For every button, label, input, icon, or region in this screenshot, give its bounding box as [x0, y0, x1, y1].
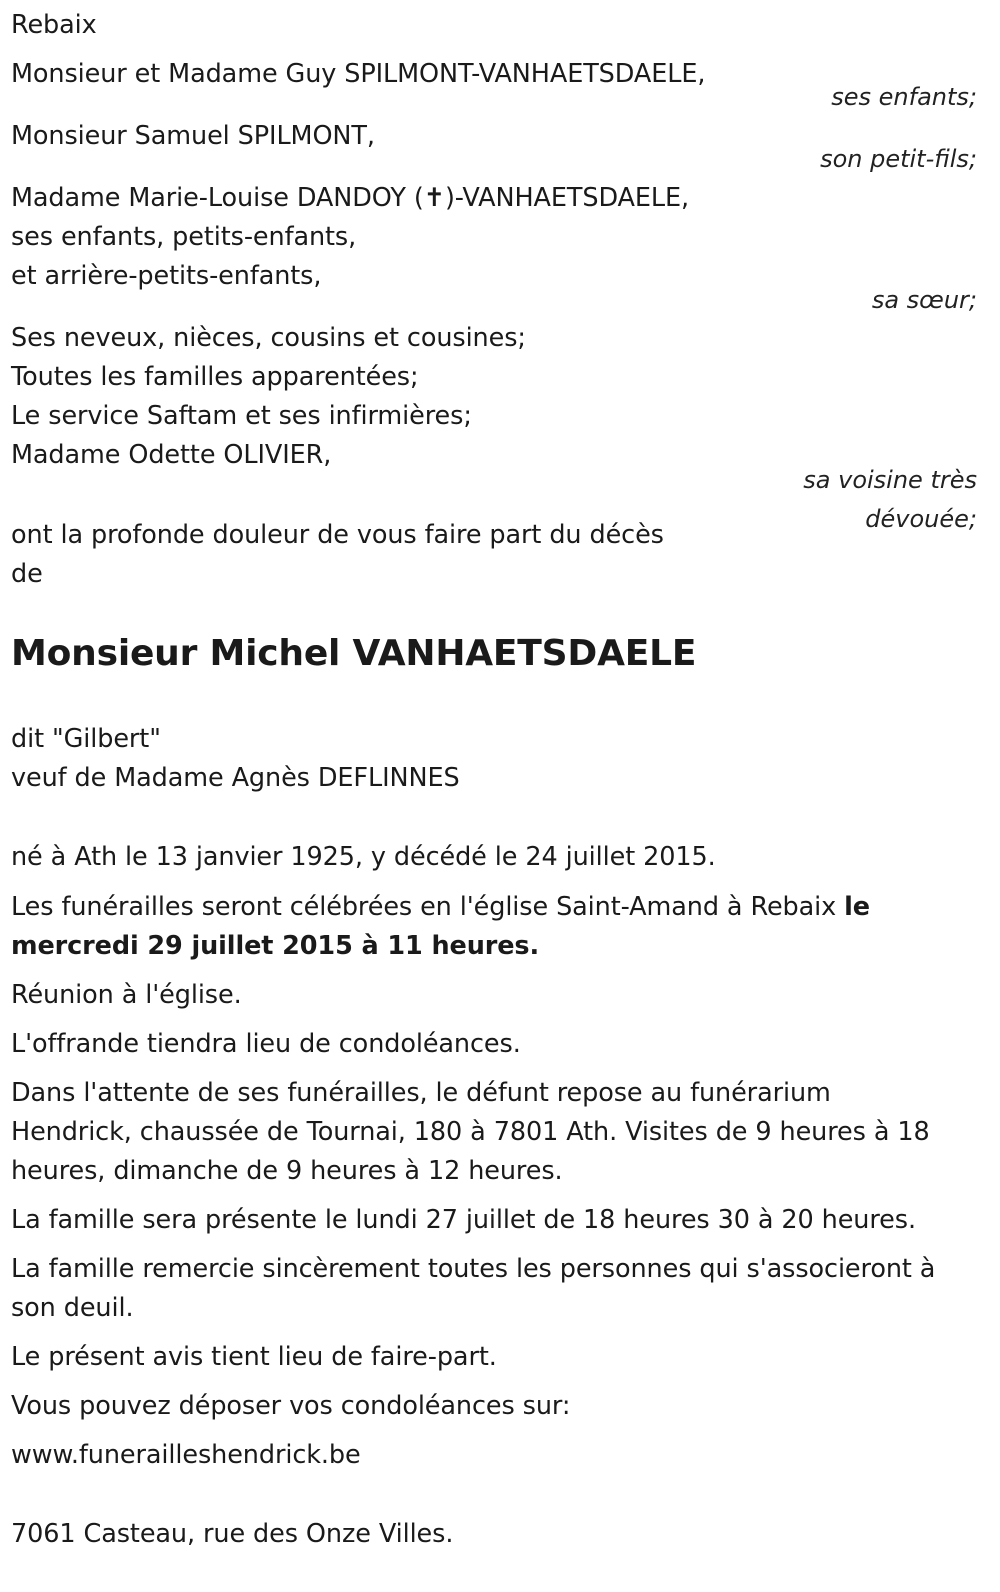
offering-line: L'offrande tiendra lieu de condoléances.: [11, 1029, 521, 1059]
funeral-info: [11, 888, 870, 927]
nickname: dit "Gilbert": [11, 724, 161, 754]
relation-label: sa sœur;: [871, 286, 977, 314]
family-line: Madame Odette OLIVIER,: [11, 440, 332, 470]
notice-line: Le présent avis tient lieu de faire-part.: [11, 1342, 497, 1372]
family-line: Monsieur et Madame Guy SPILMONT-VANHAETSDAELE,: [11, 59, 706, 89]
rest-line: Hendrick, chaussée de Tournai, 180 à 7801 Ath. Visites de 9 heures à 18: [11, 1117, 930, 1147]
website-link[interactable]: www.funerailleshendrick.be: [11, 1440, 361, 1470]
thanks-line: son deuil.: [11, 1293, 134, 1323]
reunion-line: Réunion à l'église.: [11, 980, 242, 1010]
relation-label: ses enfants;: [831, 83, 977, 111]
relation-label: sa voisine très: [803, 466, 977, 494]
funeral-text: Les funérailles seront célébrées en l'église Saint-Amand à Rebaix: [11, 892, 845, 922]
family-line: ses enfants, petits-enfants,: [11, 222, 357, 252]
family-line: et arrière-petits-enfants,: [11, 261, 322, 291]
rest-line: heures, dimanche de 9 heures à 12 heures.: [11, 1156, 563, 1186]
funeral-date-bold: le: [844, 892, 870, 922]
family-line: Monsieur Samuel SPILMONT,: [11, 121, 375, 151]
rest-line: Dans l'attente de ses funérailles, le défunt repose au funérarium: [11, 1078, 831, 1108]
family-line: Madame Marie-Louise DANDOY (✝)-VANHAETSDAELE,: [11, 183, 690, 213]
obituary-notice: [11, 0, 977, 1592]
condolences-line: Vous pouvez déposer vos condoléances sur:: [11, 1391, 571, 1421]
presence-line: La famille sera présente le lundi 27 juillet de 18 heures 30 à 20 heures.: [11, 1205, 916, 1235]
thanks-line: La famille remercie sincèrement toutes les personnes qui s'associeront à: [11, 1254, 936, 1284]
funeral-date-bold: mercredi 29 juillet 2015 à 11 heures.: [11, 931, 540, 961]
relation-label: son petit-fils;: [820, 145, 977, 173]
announcement-line: de: [11, 559, 43, 589]
deceased-name: Monsieur Michel VANHAETSDAELE: [11, 633, 697, 674]
address-line: 7061 Casteau, rue des Onze Villes.: [11, 1519, 454, 1549]
family-line: Le service Saftam et ses infirmières;: [11, 401, 472, 431]
location: Rebaix: [11, 10, 97, 40]
relation-label: dévouée;: [865, 505, 977, 533]
family-line: Ses neveux, nièces, cousins et cousines;: [11, 323, 526, 353]
birth-death-dates: né à Ath le 13 janvier 1925, y décédé le 24 juillet 2015.: [11, 842, 716, 872]
announcement-line: ont la profonde douleur de vous faire part du décès: [11, 520, 664, 550]
widow-line: veuf de Madame Agnès DEFLINNES: [11, 763, 460, 793]
family-line: Toutes les familles apparentées;: [11, 362, 419, 392]
